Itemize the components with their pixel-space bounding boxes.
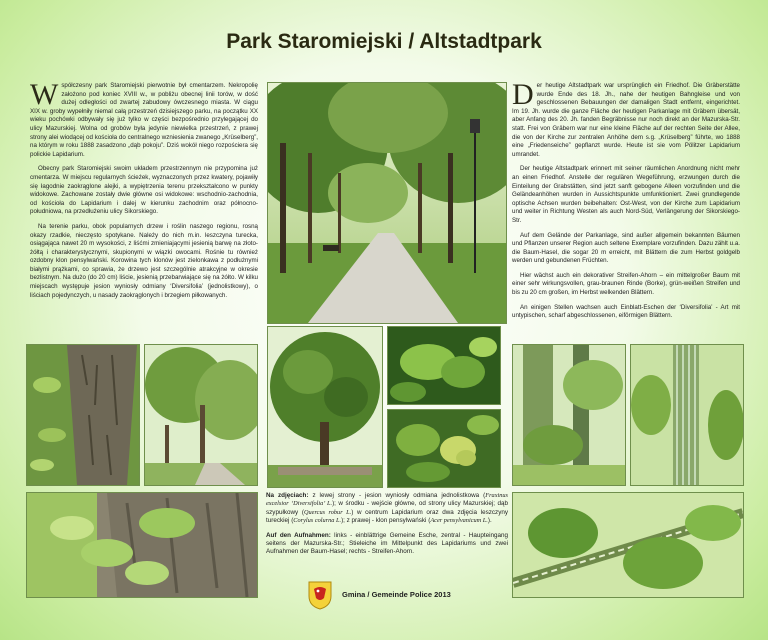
ash-tree-trunk-photo [26, 344, 140, 486]
german-dropcap: D [512, 78, 534, 111]
maple-leaves-photo [630, 344, 744, 486]
oak-tree-photo [267, 326, 383, 488]
hazel-leaves-photo [387, 326, 501, 405]
polish-text-column [30, 78, 258, 306]
german-paragraph-4: Hier wächst auch ein dekorativer Streifen-Ahorn – ein mittelgroßer Baum mit einer sehr wirkungsvollen, grau-braunen Rinde (Borke), grün-weißen Streifen und bis zu 20 cm großen, im Herbst welkenden Blättern. [512, 271, 740, 297]
german-text-column [512, 78, 740, 327]
polish-paragraph-3: Na terenie parku, obok popularnych drzew i roślin naszego regionu, rosną okazy rzadkie, nieczęsto spotykane. Należy do nich m.in. leszczyna turecka, osiągająca nawet 20 m wysokości, z liśćmi zmieniającymi jesienią barwę na złoto-żółtą i charakterystycznymi, skupionymi w wiązki owocami. Rośnie tu również ozdobny klon pensylwański. Korowina tych klonów jest zielonkawa z podłużnymi białymi prążkami, co sprawia, że drzewo jest szczególnie atrakcyjne w okresie bezlistnym. Na dużo (do 20 cm) liście, jesienią przebarwiające się na żółto. W kilku miejscach występuje jesion wyniosły odmiany ‘Diversifolia’ (jednolistkowy), o liściach pojedynczych, u nasady zaokrąglonych i brzegiem piłkowanych. [30, 222, 258, 299]
maple-trunk-photo [512, 344, 626, 486]
park-alley-photo [267, 82, 507, 324]
german-paragraph-3: Auf dem Gelände der Parkanlage, sind außer allgemein bekannten Bäumen und Pflanzen unserer Region auch seltene Exemplare vorzufinden. Dazu zählt u.a. die Baum-Hasel, die sogar 20 m erreicht, mit Blättern die zum Herbst goldgelb werden und gebundenen Früchten. [512, 231, 740, 265]
maple-branch-photo [512, 492, 744, 598]
ash-leaves-closeup-photo [26, 492, 258, 598]
polish-paragraph-2: Obecny park Staromiejski swoim układem przestrzennym nie przypomina już cmentarza. W miejscu regularnych ścieżek, wyznaczonych przez kwatery, pojawiły się łagodnie zaokrąglone alejki, a wypiętrzenia terenu przekształcono w punkty widokowe. Zachowane zostały dwie główne osi widokowe: wschodnio-zachodnia, od kościoła do Lapidarium i dalej w kierunku zachodnim oraz północno-południowa, na przedłużeniu ulicy Sikorskiego. [30, 165, 258, 216]
caption-polish: Na zdjęciach: z lewej strony - jesion wyniosły odmiana jednolistkowa (Fraxinus excelsior ‘Diversifolia’ L.); w środku - wejście główne, od strony ulicy Mazurskiej; dąb szypułkowy (Quercus robur L.) w centrum Lapidarium oraz dwa zdjęcia leszczyny tureckiej (Corylus colurna L.); z prawej - klon pensylwański (Acer pensylvanicum L.). [266, 492, 508, 525]
hazel-fruit-photo [387, 409, 501, 488]
polish-paragraph-1: Współczesny park Staromiejski pierwotnie był cmentarzem. Nekropolię założono pod koniec XVIII w., w pobliżu obecnej linii torów, w dość dużej odległości od zwartej zabudowy ówczesnego miasta. W ciągu XIX w. groby wypełniły niemal całą przestrzeń dzisiejszego parku, na początku XX wieku pochówki odbywały się już tylko w części bezpośrednio przylegającej do ulicy Mazurskiej. Wolna od grobów była jedynie niewielka przestrzeń, z prawej strony alei wiodącej od kościoła do centralnego wzniesienia zwanego „Krüselberg”, na którym w roku 1888 zasadzono „dąb pokoju”. Dziś wokół niego rozpościera się polickie Lapidarium. [30, 78, 258, 158]
photo-caption [266, 492, 508, 563]
police-coat-of-arms-icon [307, 580, 333, 610]
footer-text: Gmina / Gemeinde Police 2013 [342, 590, 451, 599]
german-paragraph-2: Der heutige Altstadtpark erinnert mit seiner räumlichen Anordnung nicht mehr an einen Friedhof. Anstelle der regulären Wegeführung, erzwungen durch die Einteilung der Grabstätten, sind jetzt sanft gebogene Alleen vorzufinden und die Geländeanhöhen wurden in Aussichtspunkte umfunktioniert. Zwei grundlegende optische Achsen wurden beibehalten: Ost-West, von der Kirche zum Lapidarium und weiter in Richtung Westen als auch Nord-Süd, Verlängerung der Sikorskiego-Str. [512, 165, 740, 224]
german-paragraph-1: Der heutige Altstadtpark war ursprünglich ein Friedhof. Die Gräberstätte wurde Ende des 18. Jh., nahe der heutigen Bahngleise und von geschlossenen Bebauungen der damaligen Stadt entfernt, eingerichtet. Im 19. Jh. wurde die ganze Fläche der heutigen Parkanlage mit Gräbern übersät, aber Anfang des 20. Jh. fanden Begräbnisse nur noch direkt an der Mazurska-Str. statt. Frei von Gräbern war nur eine kleine Fläche auf der rechten Seite der Allee, die von der Kirche zur zentralen Anhöhe dem s.g. „Krüselberg” führte, wo 1888 eine „Friedenseiche” gepflanzt wurde. Heute ist sie vom Pölitzer Lapidarium umrandet. [512, 78, 740, 158]
caption-german: Auf den Aufnahmen: links - einblättrige Gemeine Esche, zentral - Haupteingang seitens der Mazurska-Str.; Stieleiche im Mittelpunkt des Lapidariums und zwei Aufnahmen der Baum-Hasel; rechts - Streifen-Ahorn. [266, 531, 508, 556]
ash-tree-crown-photo [144, 344, 258, 486]
german-paragraph-5: An einigen Stellen wachsen auch Einblatt-Eschen der ‘Diversifolia’ - Art mit untypischen, scharf abgeschlossenen, eiförmigen Blättern. [512, 303, 740, 320]
page-title: Park Staromiejski / Altstadtpark [226, 30, 542, 53]
polish-dropcap: W [30, 78, 59, 111]
